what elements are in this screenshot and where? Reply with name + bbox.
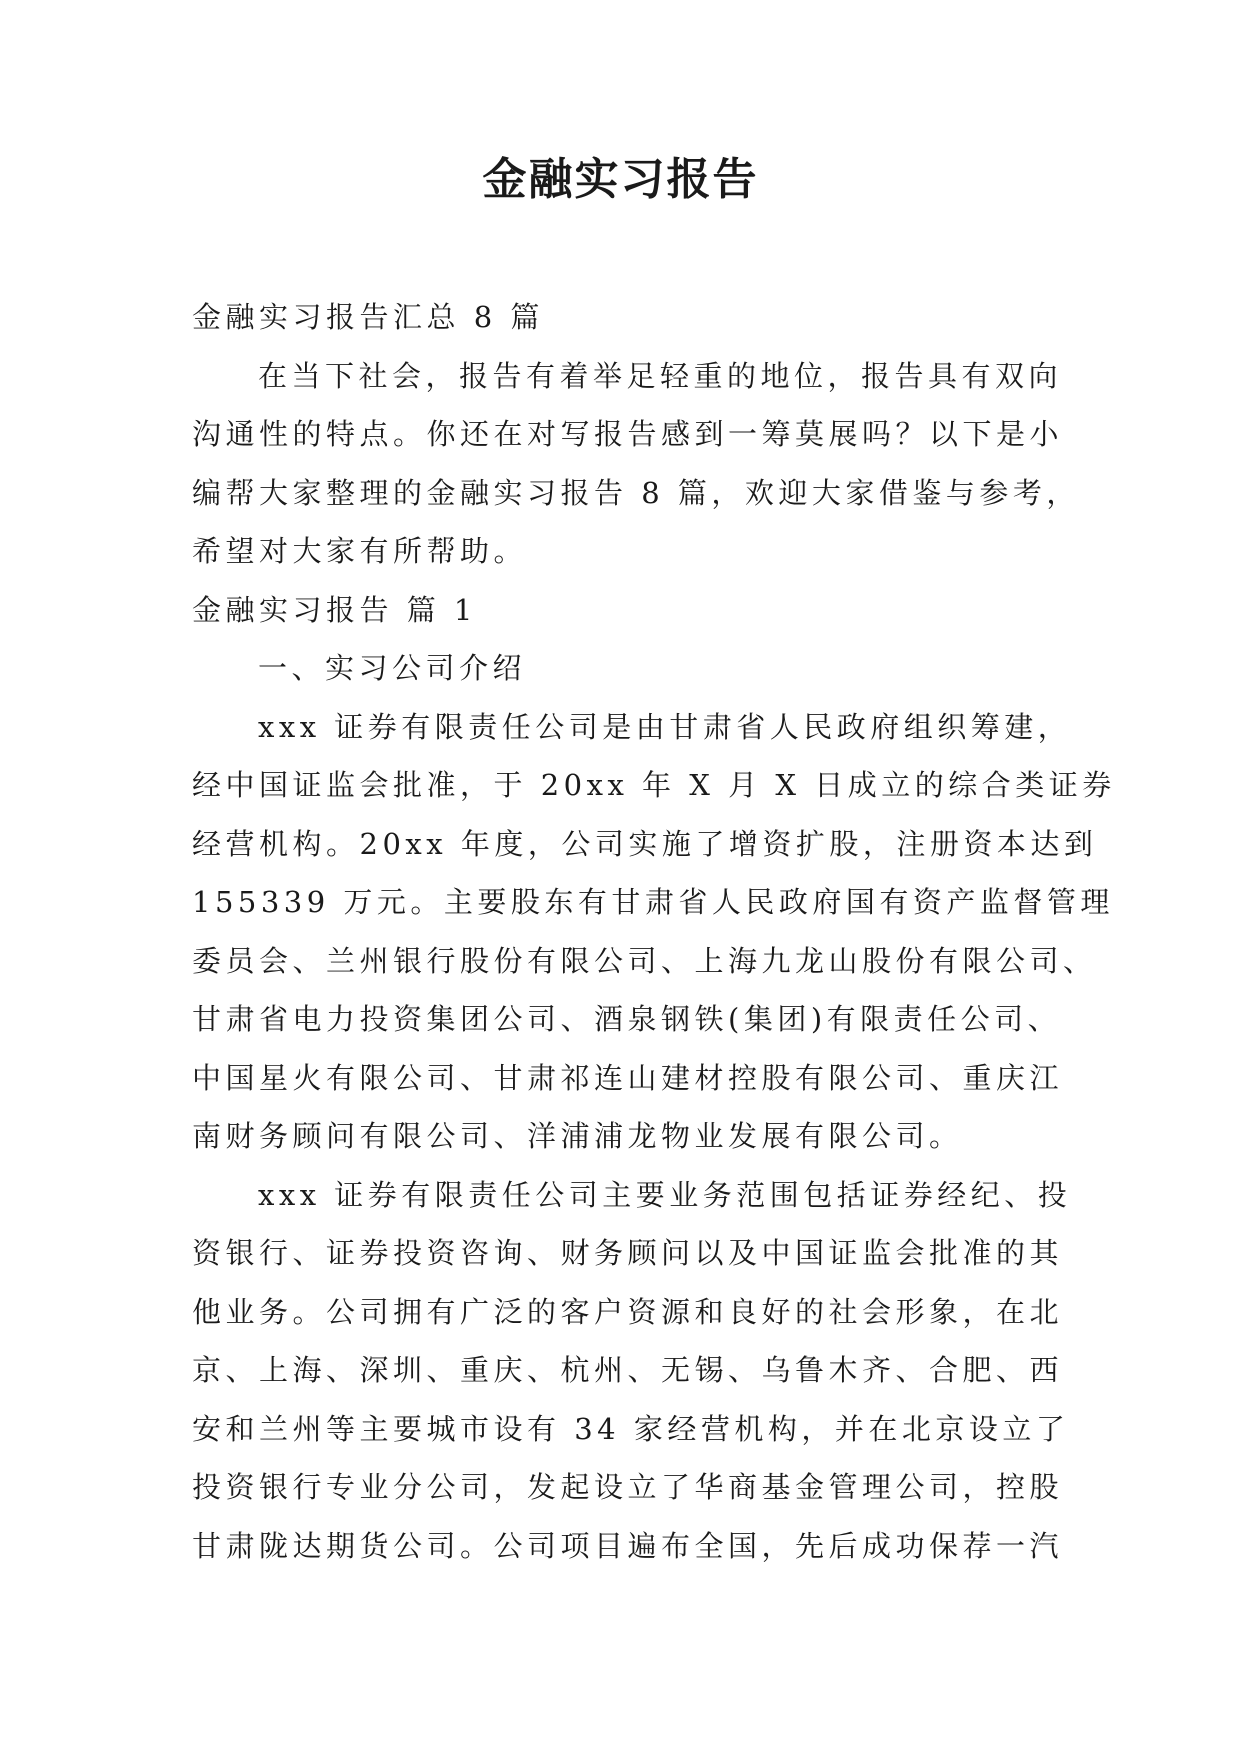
paragraph-line: 经中国证监会批准，于 20xx 年 X 月 X 日成立的综合类证券: [192, 768, 1116, 802]
paragraph-line: 京、上海、深圳、重庆、杭州、无锡、乌鲁木齐、合肥、西: [192, 1353, 1064, 1387]
paragraph-line: 在当下社会，报告有着举足轻重的地位，报告具有双向: [258, 358, 1063, 393]
paragraph-line: 沟通性的特点。你还在对写报告感到一筹莫展吗？以下是小: [192, 417, 1064, 451]
paragraph-line: 南财务顾问有限公司、洋浦浦龙物业发展有限公司。: [192, 1119, 963, 1153]
paragraph-line: 甘肃陇达期货公司。公司项目遍布全国，先后成功保荐一汽: [192, 1528, 1064, 1563]
paragraph-line: 他业务。公司拥有广泛的客户资源和良好的社会形象，在北: [192, 1294, 1064, 1329]
paragraph-line: 经营机构。20xx 年度，公司实施了增资扩股，注册资本达到: [192, 826, 1098, 861]
paragraph-line: 资银行、证券投资咨询、财务顾问以及中国证监会批准的其: [192, 1236, 1064, 1270]
paragraph-line: 甘肃省电力投资集团公司、酒泉钢铁(集团)有限责任公司、: [192, 1002, 1062, 1036]
document-title: 金融实习报告: [482, 154, 759, 205]
subsection-heading: 一、实习公司介绍: [258, 651, 527, 685]
paragraph-line: 安和兰州等主要城市设有 34 家经营机构，并在北京设立了: [192, 1411, 1070, 1446]
document-body: [192, 288, 1116, 1575]
paragraph-line: 编帮大家整理的金融实习报告 8 篇，欢迎大家借鉴与参考，: [192, 475, 1080, 510]
paragraph-line: 中国星火有限公司、甘肃祁连山建材控股有限公司、重庆江: [192, 1060, 1064, 1095]
paragraph-line: 委员会、兰州银行股份有限公司、上海九龙山股份有限公司、: [192, 943, 1097, 978]
paragraph-line: 投资银行专业分公司，发起设立了华商基金管理公司，控股: [192, 1470, 1064, 1504]
paragraph-line: 155339 万元。主要股东有甘肃省人民政府国有资产监督管理: [192, 885, 1114, 919]
paragraph-line: xxx 证券有限责任公司主要业务范围包括证券经纪、投: [258, 1177, 1072, 1212]
paragraph-line: xxx 证券有限责任公司是由甘肃省人民政府组织筹建，: [258, 709, 1072, 744]
subtitle-line: 金融实习报告汇总 8 篇: [192, 300, 544, 334]
paragraph-line: 希望对大家有所帮助。: [192, 534, 528, 568]
section-heading: 金融实习报告 篇 1: [192, 592, 477, 627]
